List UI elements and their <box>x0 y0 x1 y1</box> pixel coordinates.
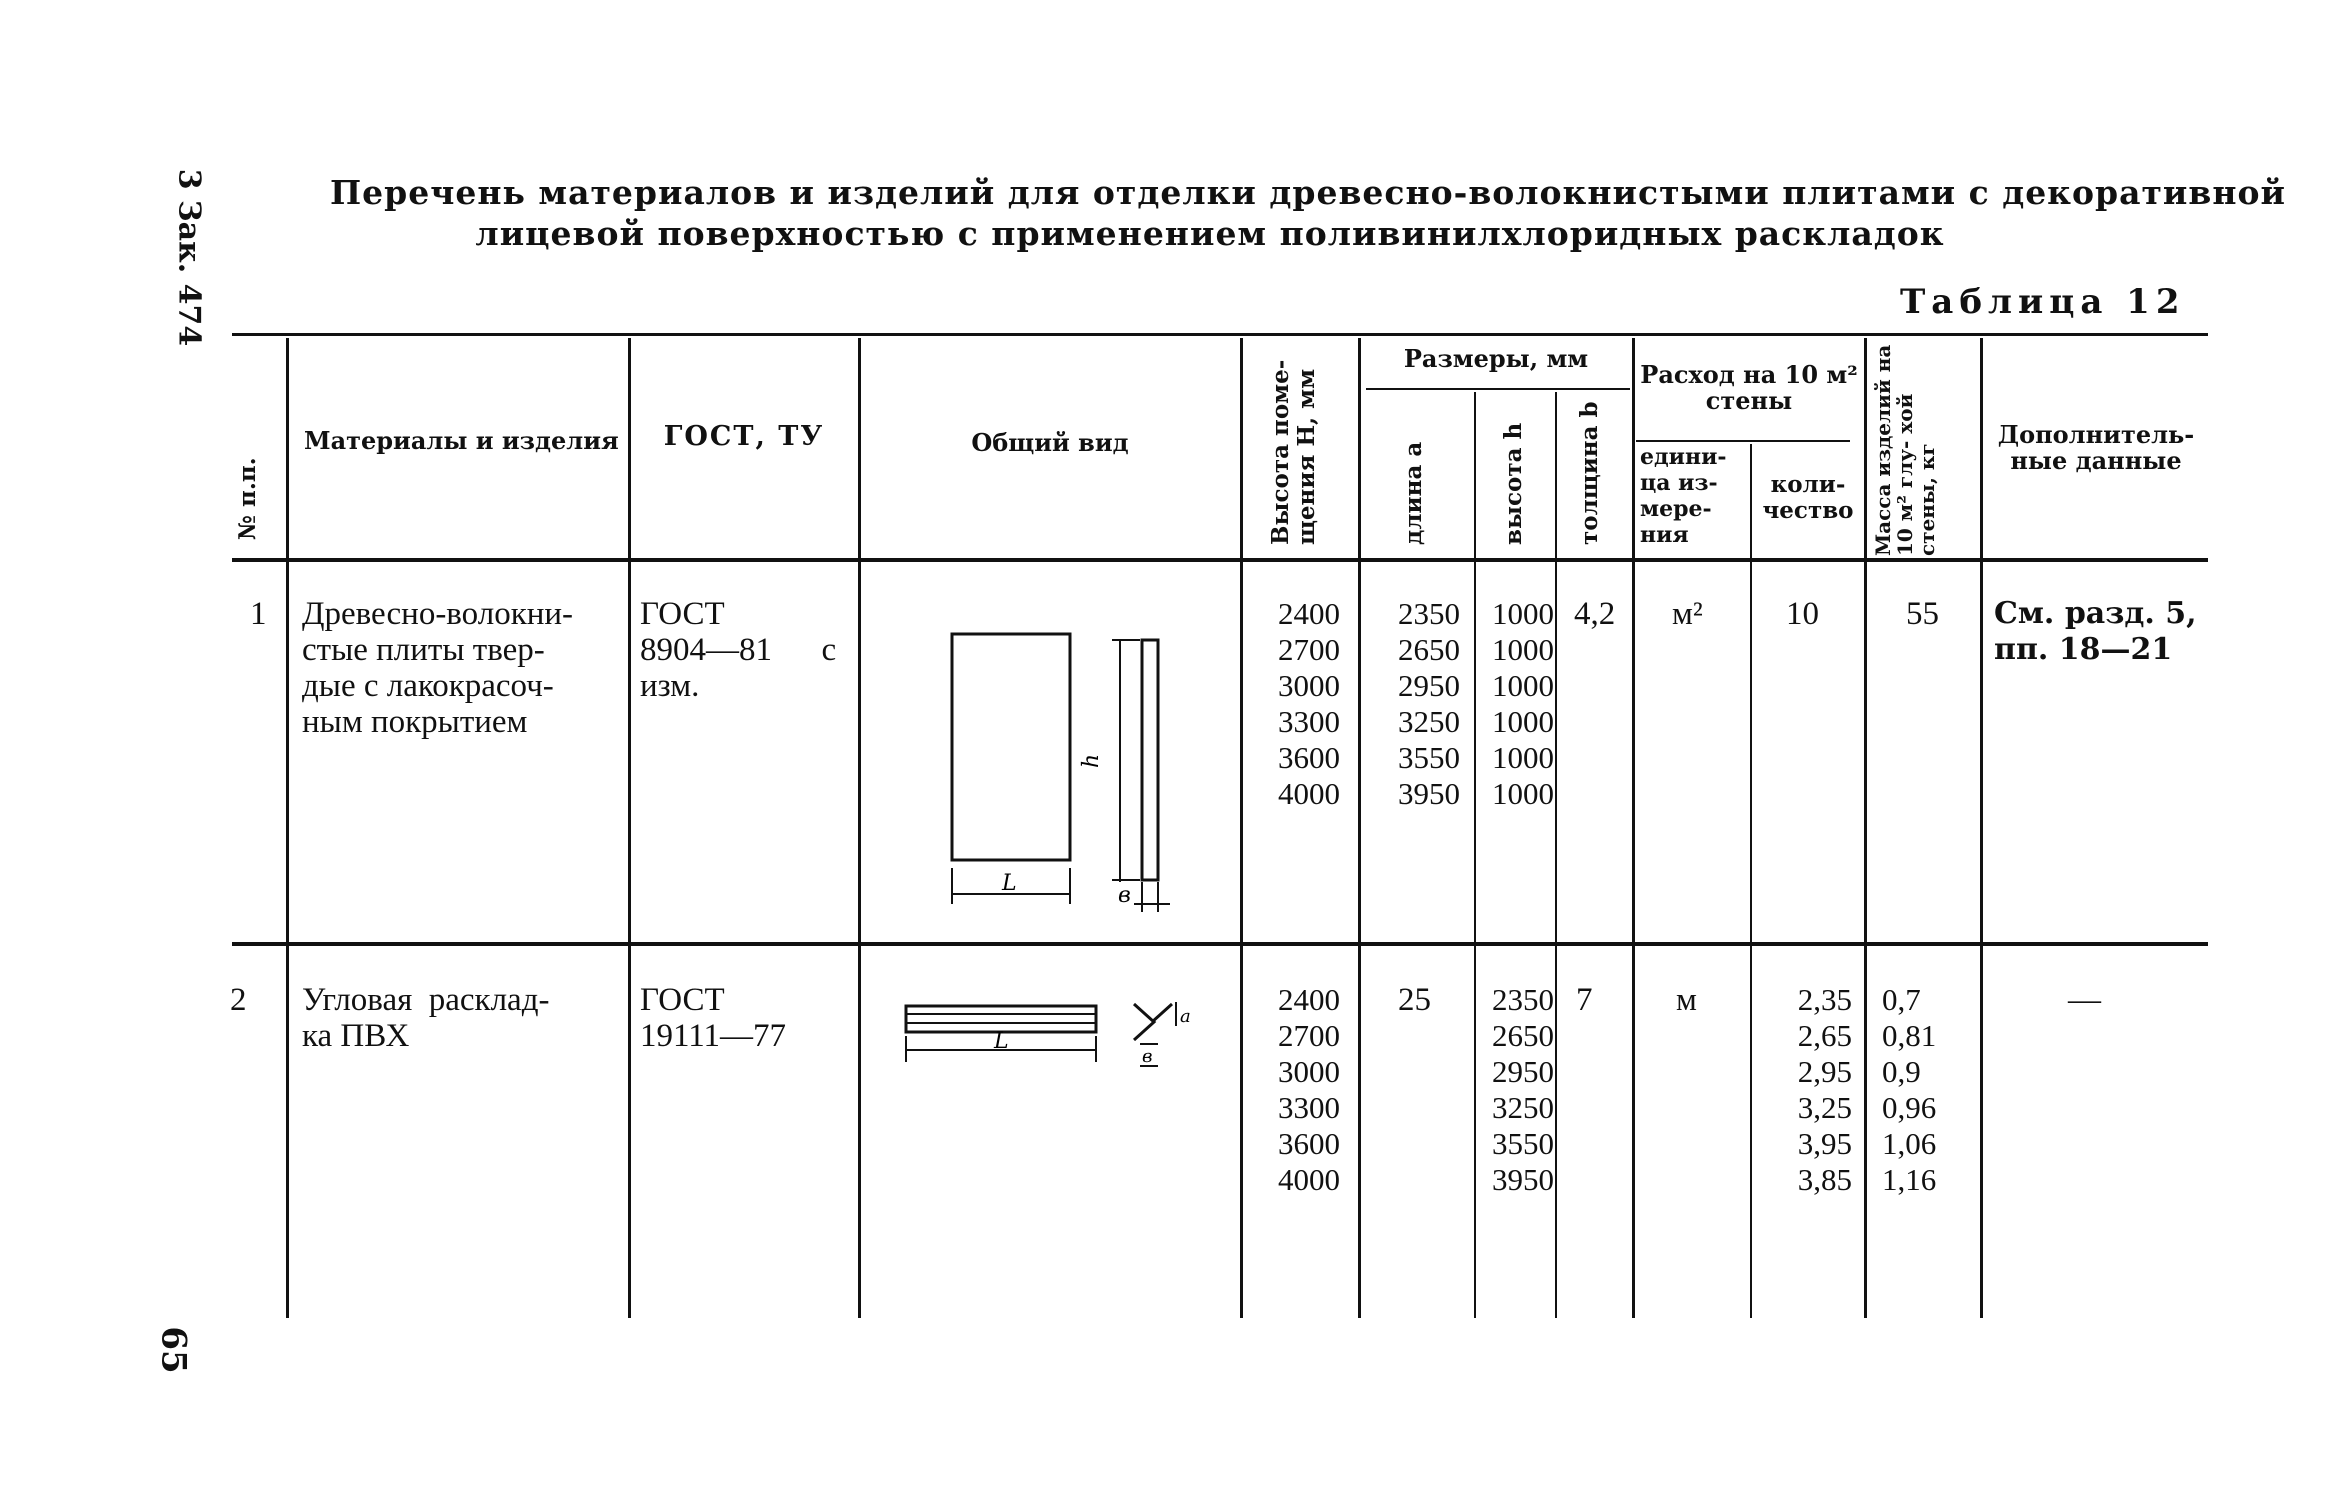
row2-h: 2950 <box>1492 1054 1554 1089</box>
corner-profile <box>1134 1004 1172 1040</box>
row1-length: 3950 <box>1398 776 1460 811</box>
col-rule-5 <box>1358 338 1361 1318</box>
row1-length: 2950 <box>1398 668 1460 703</box>
row2-qty: 3,25 <box>1797 1090 1852 1125</box>
label-b: в <box>1118 883 1131 908</box>
row2-h: 2350 <box>1492 982 1554 1017</box>
table-caption: Таблица 12 <box>1900 282 2186 322</box>
row1-unit: м² <box>1672 596 1703 632</box>
row2-mass-value: 0,7 <box>1882 982 1921 1017</box>
col-rule-4 <box>1240 338 1243 1318</box>
row2-height: 3600 <box>1278 1126 1340 1161</box>
header-thickness: толщина b <box>1576 401 1603 545</box>
header-height-room <box>1268 355 1320 545</box>
title-line-2: лицевой поверхностью с применением поливинилхлоридных раскладок <box>475 214 1945 253</box>
order-number: 3 Зак. 474 <box>171 168 207 347</box>
row1-extra: См. разд. 5, пп. 18—21 <box>1994 596 2197 667</box>
header-mass-text: Масса изделий на 10 м² глу- хой стены, кг <box>1871 344 1939 556</box>
page-number: 65 <box>153 1326 194 1374</box>
row1-length: 3250 <box>1398 704 1460 739</box>
row2-mass-value: 0,9 <box>1882 1054 1921 1089</box>
row1-mass: 55 <box>1906 596 1939 632</box>
row2-qty: 2,65 <box>1797 1018 1852 1053</box>
row2-mass-value: 0,81 <box>1882 1018 1937 1053</box>
row2-h: 3250 <box>1492 1090 1554 1125</box>
row1-h: 1000 <box>1492 740 1554 775</box>
row2-h: 3550 <box>1492 1126 1554 1161</box>
header-materials: Материалы и изделия <box>304 426 619 455</box>
col-rule-7 <box>1555 392 1557 1318</box>
sizes-subrule <box>1366 388 1630 390</box>
row2-height: 3000 <box>1278 1054 1340 1089</box>
row2-unit: м <box>1676 982 1697 1018</box>
row2-height: 2400 <box>1278 982 1340 1017</box>
row2-height: 3300 <box>1278 1090 1340 1125</box>
row2-h: 2650 <box>1492 1018 1554 1053</box>
row1-material: Древесно-волокни- стые плиты твер- дые с лакокрасоч- ным покрытием <box>302 596 574 740</box>
row2-qty: 3,95 <box>1797 1126 1852 1161</box>
row1-h: 1000 <box>1492 596 1554 631</box>
col-rule-9 <box>1750 444 1752 1318</box>
row1-height: 3000 <box>1278 668 1340 703</box>
row2-hs <box>1476 982 1554 1198</box>
row1-h: 1000 <box>1492 776 1554 811</box>
col-rule-3 <box>858 338 861 1318</box>
col-rule-10 <box>1864 338 1867 1318</box>
col-rule-11 <box>1980 338 1983 1318</box>
row1-h: 1000 <box>1492 704 1554 739</box>
row1-height: 4000 <box>1278 776 1340 811</box>
col-rule-1 <box>286 338 289 1318</box>
row1-lengths <box>1370 596 1460 812</box>
label-a: a <box>1180 1006 1191 1027</box>
row2-gost: ГОСТ 19111—77 <box>640 982 787 1054</box>
row2-mass-value: 1,16 <box>1882 1162 1937 1197</box>
row2-heights <box>1250 982 1340 1198</box>
row2-height: 4000 <box>1278 1162 1340 1197</box>
label-h: h <box>1079 753 1104 768</box>
row1-quantity: 10 <box>1786 596 1819 632</box>
consumption-subrule <box>1636 440 1850 442</box>
row2-length: 25 <box>1398 982 1431 1018</box>
table-top-rule <box>232 333 2208 336</box>
header-unit: едини- ца из- мере- ния <box>1640 444 1727 548</box>
row2-drawing <box>896 996 1216 1086</box>
row2-quantity <box>1756 982 1852 1198</box>
header-consumption-text: Расход на 10 м² стены <box>1640 360 1858 415</box>
header-num: № п.п. <box>234 457 261 540</box>
label-l: L <box>994 1029 1009 1054</box>
header-view: Общий вид <box>971 428 1129 457</box>
title-line-1: Перечень материалов и изделий для отделки древесно-волокнистыми плитами с декоративной <box>330 173 2286 212</box>
row2-mass-value: 0,96 <box>1882 1090 1937 1125</box>
row2-height: 2700 <box>1278 1018 1340 1053</box>
row2-mass <box>1882 982 1962 1198</box>
row2-h: 3950 <box>1492 1162 1554 1197</box>
row1-hs <box>1476 596 1554 812</box>
row2-num: 2 <box>230 982 247 1018</box>
row1-gost: ГОСТ 8904—81 с изм. <box>640 596 837 704</box>
row2-thickness: 7 <box>1576 982 1593 1018</box>
row2-mass-value: 1,06 <box>1882 1126 1937 1161</box>
label-l: L <box>1002 871 1017 896</box>
row1-drawing <box>930 620 1190 920</box>
row1-thickness: 4,2 <box>1574 596 1616 632</box>
row-separator <box>232 942 2208 946</box>
row1-num: 1 <box>250 596 267 632</box>
header-extra: Дополнитель- ные данные <box>1997 420 2195 475</box>
row1-heights <box>1250 596 1340 812</box>
col-rule-2 <box>628 338 631 1318</box>
row2-extra: — <box>2068 982 2101 1018</box>
row2-qty: 3,85 <box>1797 1162 1852 1197</box>
row1-h: 1000 <box>1492 632 1554 667</box>
row2-qty: 2,35 <box>1797 982 1852 1017</box>
header-consumption <box>1638 362 1860 414</box>
row1-h: 1000 <box>1492 668 1554 703</box>
header-height: высота h <box>1500 422 1527 545</box>
row1-height: 3300 <box>1278 704 1340 739</box>
row1-height: 2400 <box>1278 596 1340 631</box>
row1-height: 3600 <box>1278 740 1340 775</box>
row1-length: 2650 <box>1398 632 1460 667</box>
header-sizes: Размеры, мм <box>1403 344 1589 373</box>
panel-side <box>1142 640 1158 880</box>
header-length: длина a <box>1400 441 1427 545</box>
row2-material: Угловая расклад- ка ПВХ <box>302 982 550 1054</box>
row1-length: 3550 <box>1398 740 1460 775</box>
header-gost: ГОСТ, ТУ <box>663 421 825 452</box>
header-height-room-text: Высота поме- щения H, мм <box>1267 359 1320 545</box>
row2-qty: 2,95 <box>1797 1054 1852 1089</box>
header-mass <box>1872 341 1938 556</box>
row1-length: 2350 <box>1398 596 1460 631</box>
row1-height: 2700 <box>1278 632 1340 667</box>
header-quantity: коли- чество <box>1762 471 1854 524</box>
header-bottom-rule <box>232 558 2208 562</box>
panel-front <box>952 634 1070 860</box>
label-b: в <box>1142 1046 1153 1067</box>
col-rule-8 <box>1632 338 1635 1318</box>
